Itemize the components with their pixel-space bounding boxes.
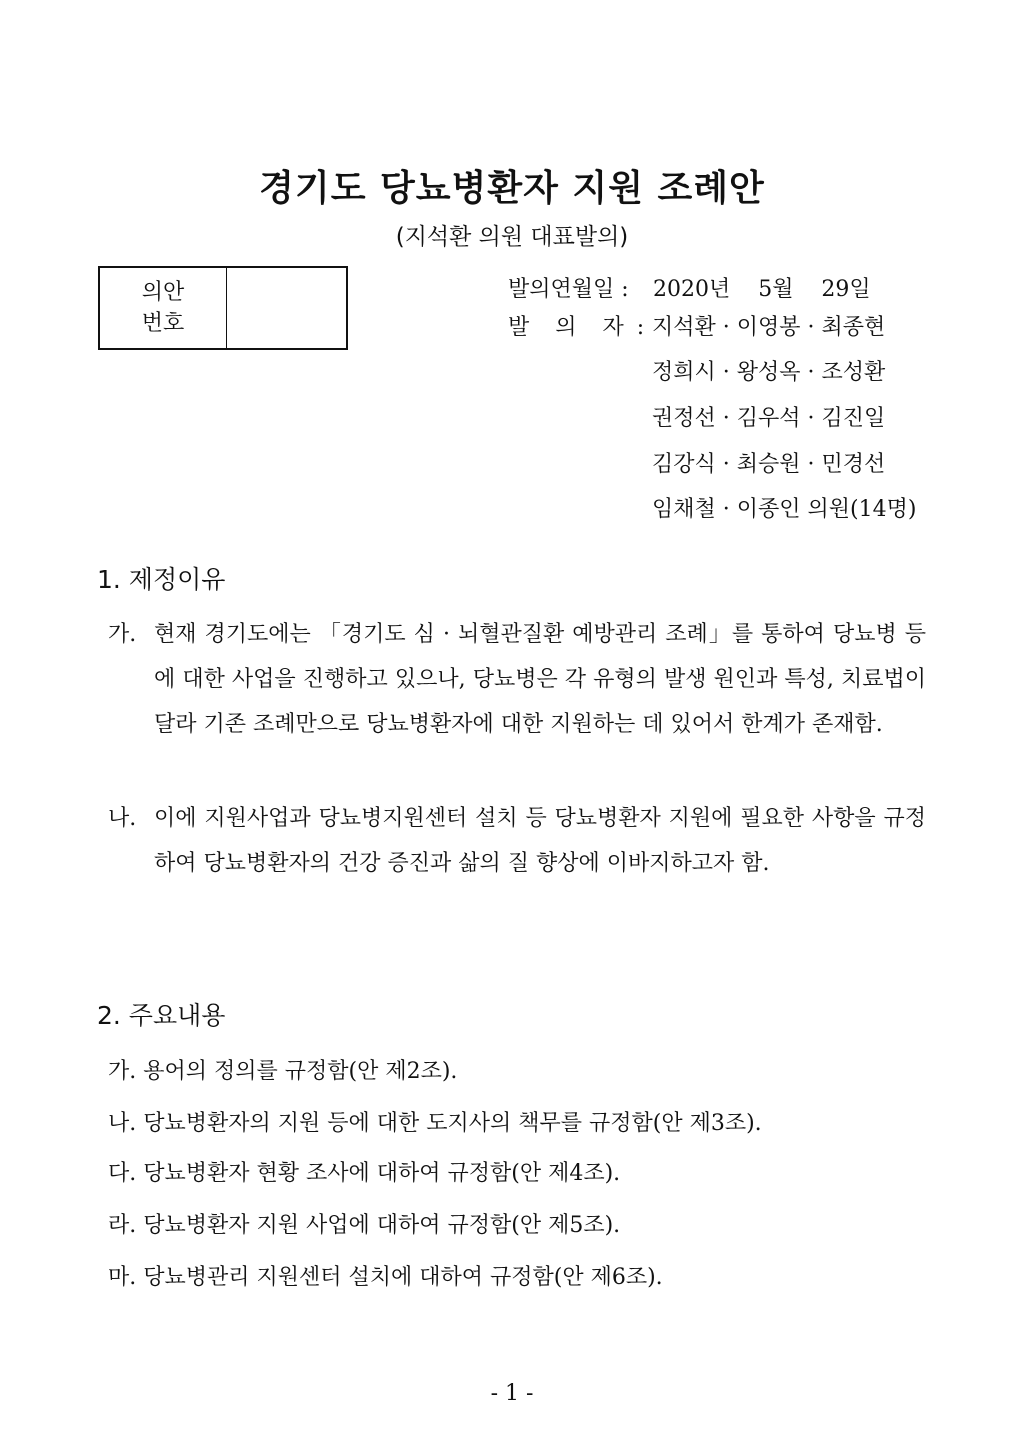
sponsor-line: 권정선 · 김우석 · 김진일 xyxy=(652,406,886,431)
main-content-item: 나. 당뇨병환자의 지원 등에 대한 도지사의 책무를 규정함(안 제3조). xyxy=(108,1111,762,1136)
item-marker: 가. xyxy=(108,622,137,647)
section-heading-reason: 1. 제정이유 xyxy=(97,565,226,594)
reason-item xyxy=(108,612,926,747)
page-number: - 1 - xyxy=(490,1381,534,1406)
proposal-date-value: 2020년 5월 29일 xyxy=(653,277,871,302)
sponsor-label-row xyxy=(508,310,648,341)
main-content-item: 가. 용어의 정의를 규정함(안 제2조). xyxy=(108,1059,458,1084)
main-content-item: 라. 당뇨병환자 지원 사업에 대하여 규정함(안 제5조). xyxy=(108,1213,621,1238)
proposal-date-row xyxy=(508,272,871,303)
section-heading-main-content: 2. 주요내용 xyxy=(97,1001,226,1030)
proposal-date-label: 발의연월일 : xyxy=(508,277,629,302)
sponsor-line: 지석환 · 이영봉 · 최종현 xyxy=(652,315,886,340)
sponsor-line: 임채철 · 이종인 의원(14명) xyxy=(652,497,917,522)
main-content-item: 다. 당뇨병환자 현황 조사에 대하여 규정함(안 제4조). xyxy=(108,1161,621,1186)
document-title: 경기도 당뇨병환자 지원 조례안 xyxy=(259,168,765,209)
main-content-item: 마. 당뇨병관리 지원센터 설치에 대하여 규정함(안 제6조). xyxy=(108,1265,663,1290)
bill-number-label-line2: 번호 xyxy=(141,311,185,336)
sponsor-label: 발 의 자 : xyxy=(508,315,645,340)
reason-item xyxy=(108,796,926,886)
item-marker: 나. xyxy=(108,806,137,831)
bill-number-value xyxy=(227,268,346,348)
bill-number-label-line1: 의안 xyxy=(141,280,185,305)
sponsor-line: 정희시 · 왕성옥 · 조성환 xyxy=(652,360,886,385)
sponsor-line: 김강식 · 최승원 · 민경선 xyxy=(652,452,886,477)
bill-number-label xyxy=(100,268,227,348)
document-subtitle: (지석환 의원 대표발의) xyxy=(395,224,629,250)
item-text: 이에 지원사업과 당뇨병지원센터 설치 등 당뇨병환자 지원에 필요한 사항을 규정하여 당뇨병환자의 건강 증진과 삶의 질 향상에 이바지하고자 함. xyxy=(154,806,926,876)
item-text: 현재 경기도에는 「경기도 심 · 뇌혈관질환 예방관리 조례」를 통하여 당뇨병 등에 대한 사업을 진행하고 있으나, 당뇨병은 각 유형의 발생 원인과 특성, 치료법이 달라 기존 조례만으로 당뇨병환자에 대한 지원하는 데 있어서 한계가 존재함. xyxy=(154,622,926,737)
bill-number-box xyxy=(98,266,348,350)
